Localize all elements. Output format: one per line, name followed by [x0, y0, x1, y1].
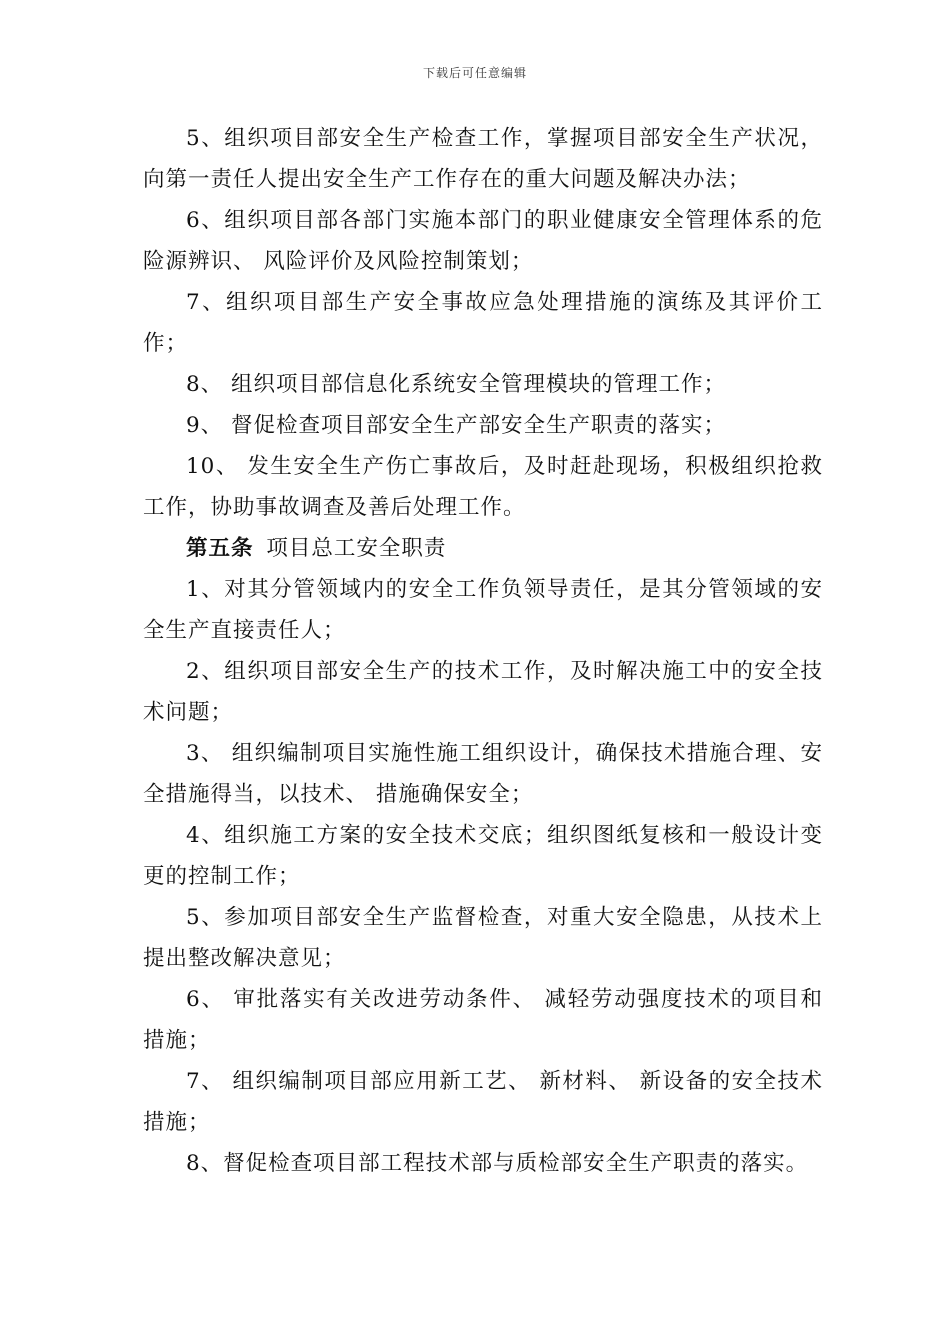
paragraph: 6、 审批落实有关改进劳动条件、 减轻劳动强度技术的项目和措施；: [143, 987, 823, 1053]
paragraph: 6、组织项目部各部门实施本部门的职业健康安全管理体系的危险源辨识、 风险评价及风险控制策划；: [143, 208, 823, 274]
paragraph: 5、参加项目部安全生产监督检查，对重大安全隐患，从技术上提出整改解决意见；: [143, 905, 823, 971]
paragraph: 2、组织项目部安全生产的技术工作，及时解决施工中的安全技术问题；: [143, 659, 823, 725]
paragraph: 8、 组织项目部信息化系统安全管理模块的管理工作；: [186, 372, 727, 397]
paragraph: 1、对其分管领域内的安全工作负领导责任，是其分管领域的安全生产直接责任人；: [143, 577, 823, 643]
paragraph: 7、组织项目部生产安全事故应急处理措施的演练及其评价工作；: [143, 290, 823, 356]
paragraph: 8、督促检查项目部工程技术部与质检部安全生产职责的落实。: [186, 1151, 809, 1176]
article-number: 第五条: [186, 536, 254, 561]
paragraph: 3、 组织编制项目实施性施工组织设计，确保技术措施合理、安全措施得当，以技术、 措施确保安全；: [143, 741, 823, 807]
document-body: [143, 118, 823, 1184]
paragraph: 7、 组织编制项目部应用新工艺、 新材料、 新设备的安全技术措施；: [143, 1069, 823, 1135]
paragraph: 5、组织项目部安全生产检查工作，掌握项目部安全生产状况，向第一责任人提出安全生产工作存在的重大问题及解决办法；: [143, 126, 823, 192]
paragraph: 9、 督促检查项目部安全生产部安全生产职责的落实；: [186, 413, 727, 438]
paragraph: 4、组织施工方案的安全技术交底；组织图纸复核和一般设计变更的控制工作；: [143, 823, 823, 889]
page-header-note: 下载后可任意编辑: [422, 66, 527, 80]
paragraph: 10、 发生安全生产伤亡事故后，及时赶赴现场，积极组织抢救工作，协助事故调查及善后处理工作。: [143, 454, 823, 520]
article-heading: [143, 528, 823, 569]
article-title: 项目总工安全职责: [266, 536, 447, 561]
